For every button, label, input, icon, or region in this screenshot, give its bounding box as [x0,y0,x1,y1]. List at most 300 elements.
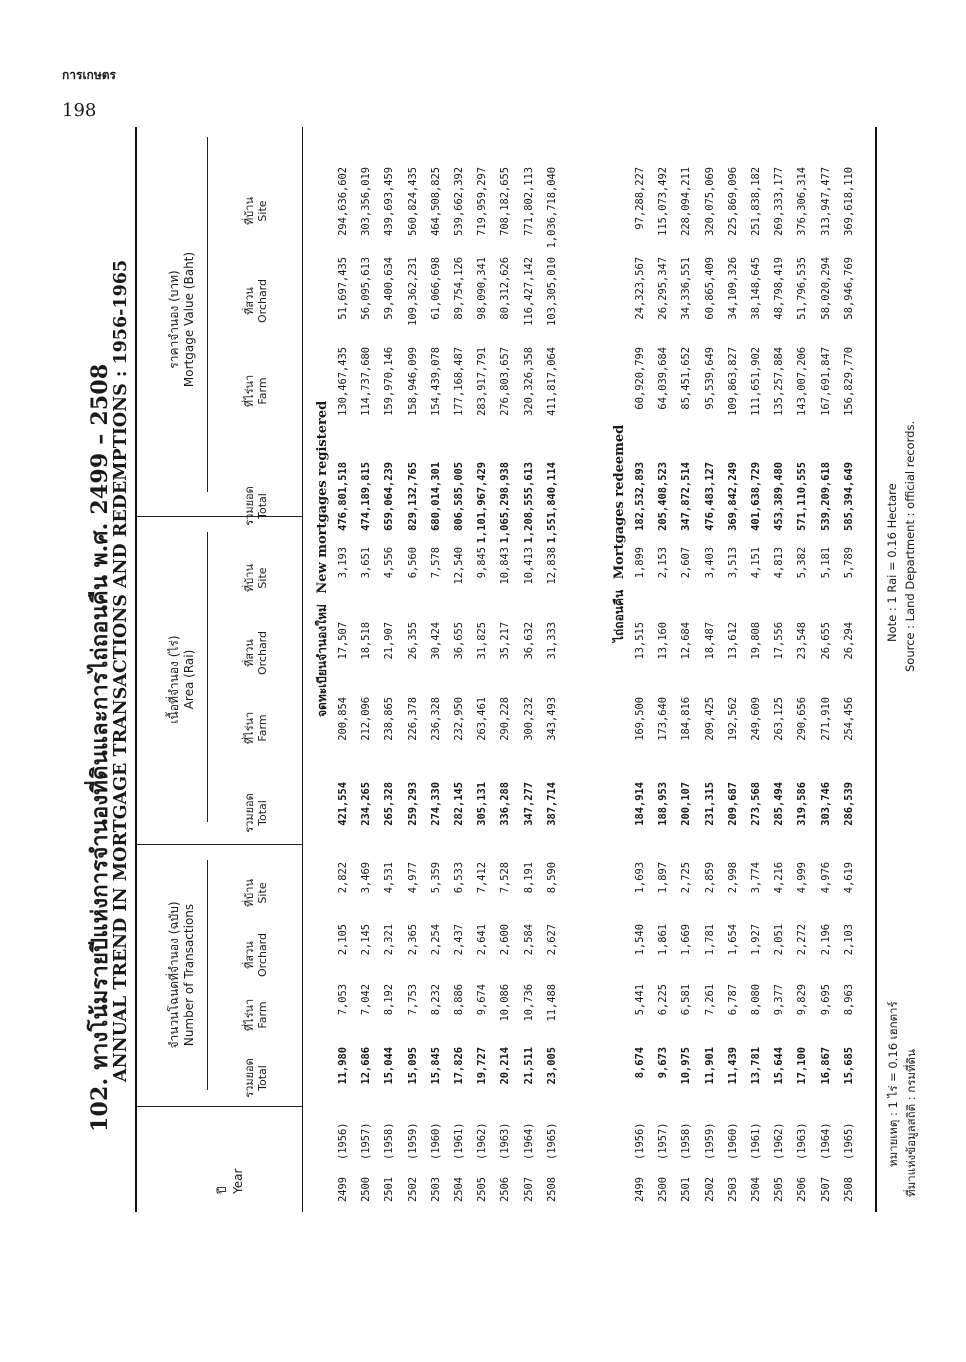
table-cell: 254,456 [842,697,855,741]
column-header-english: Farm [256,714,269,742]
table-cell: 18,487 [703,622,716,660]
table-cell: 369,842,249 [726,462,739,531]
table-cell: 3,469 [360,862,373,894]
table-cell: 2,725 [680,862,693,894]
table-cell: 24,323,567 [634,257,646,320]
year-buddhist-era: 2504 [453,1176,465,1202]
year-gregorian: (1965) [545,1122,558,1160]
year-gregorian: (1961) [750,1122,762,1160]
table-cell: 184,914 [634,782,646,826]
group-rule-area [207,532,208,822]
table-cell: 156,829,770 [842,347,855,416]
column-header-thai: ที่สวน [243,941,256,969]
group-value-english: Mortgage Value (Baht) [182,251,196,388]
table-cell: 319,586 [796,782,809,826]
table-cell: 7,412 [476,862,489,894]
table-cell: 26,655 [819,622,832,660]
year-buddhist-era: 2502 [703,1176,716,1202]
table-cell: 1,208,555,613 [522,462,535,544]
year-buddhist-era: 2507 [522,1176,535,1202]
column-header-thai: ที่บ้าน [243,879,256,907]
column-header-english: Orchard [256,279,269,324]
table-cell: 17,556 [773,622,786,660]
table-cell: 3,193 [337,547,349,579]
table-cell: 2,051 [773,924,786,956]
source-thai: ที่มาแห่งข้อมูลสถิติ : กรมที่ดิน [904,1049,918,1197]
table-cell: 36,632 [522,622,535,660]
table-cell: 282,145 [453,782,465,826]
table-cell: 294,636,602 [337,167,349,236]
table-cell: 231,315 [703,782,716,826]
table-cell: 1,897 [657,862,670,894]
table-cell: 9,845 [476,547,489,579]
table-cell: 7,042 [360,984,373,1016]
table-cell: 806,585,005 [453,462,465,531]
table-cell: 4,976 [819,862,832,894]
year-buddhist-era: 2499 [337,1176,349,1202]
table-cell: 205,408,523 [657,462,670,531]
table-cell: 5,181 [819,547,832,579]
table-cell: 2,153 [657,547,670,579]
table-cell: 12,838 [545,547,558,585]
column-header-thai: รวมยอด [243,1058,256,1098]
table-cell: 283,917,791 [476,347,489,416]
table-cell: 21,907 [383,622,396,660]
table-cell: 8,674 [634,1047,646,1079]
table-cell: 376,306,314 [796,167,809,236]
table-cell: 439,693,459 [383,167,396,236]
table-cell: 103,305,010 [545,257,558,326]
table-cell: 5,441 [634,984,646,1016]
table-cell: 421,554 [337,782,349,826]
column-header-1-1 [243,697,269,759]
year-gregorian: (1964) [522,1122,535,1160]
table-cell: 26,294 [842,622,855,660]
table-cell: 173,640 [657,697,670,741]
year-buddhist-era: 2506 [499,1176,512,1202]
category-label: การเกษตร [62,68,116,82]
group-area-english: Area (Rai) [182,649,196,710]
year-gregorian: (1965) [842,1122,855,1160]
table-cell: 12,540 [453,547,465,585]
table-cell: 2,365 [406,924,419,956]
table-cell: 97,288,227 [634,167,646,230]
column-header-english: Site [256,882,269,904]
table-row [725,0,742,1362]
table-cell: 453,389,480 [773,462,786,531]
table-row [632,0,649,1362]
table-cell: 98,090,341 [476,257,489,320]
table-cell: 18,518 [360,622,373,660]
year-gregorian: (1963) [796,1122,809,1160]
table-cell: 209,425 [703,697,716,741]
table-cell: 15,685 [842,1047,855,1085]
table-cell: 2,859 [703,862,716,894]
table-cell: 143,007,206 [796,347,809,416]
table-cell: 188,953 [657,782,670,826]
table-row [794,0,811,1362]
table-cell: 7,528 [499,862,512,894]
table-cell: 560,824,435 [406,167,419,236]
table-cell: 303,746 [819,782,832,826]
separator-year [137,1106,302,1107]
column-header-thai: รวมยอด [243,486,256,526]
column-header-thai: ที่ไร่นา [243,374,256,408]
table-cell: 1,540 [634,924,646,956]
table-cell: 3,513 [726,547,739,579]
table-cell: 1,861 [657,924,670,956]
table-cell: 8,590 [545,862,558,894]
column-header-english: Farm [256,377,269,405]
table-cell: 109,863,827 [726,347,739,416]
table-cell: 369,618,110 [842,167,855,236]
year-buddhist-era: 2506 [796,1176,809,1202]
column-header-2-2 [243,257,269,345]
table-row [381,0,398,1362]
table-cell: 8,191 [522,862,535,894]
table-cell: 719,959,297 [476,167,489,236]
table-cell: 13,612 [726,622,739,660]
table-cell: 4,619 [842,862,855,894]
table-cell: 8,963 [842,984,855,1016]
table-cell: 2,437 [453,924,465,956]
table-cell: 51,796,535 [796,257,809,320]
table-cell: 1,036,718,040 [545,167,558,249]
table-cell: 9,695 [819,984,832,1016]
table-cell: 10,736 [522,984,535,1022]
year-header-thai: ปี [215,1186,229,1194]
table-cell: 60,865,409 [703,257,716,320]
table-cell: 158,946,099 [406,347,419,416]
table-row [841,0,858,1362]
year-gregorian: (1957) [657,1122,670,1160]
year-gregorian: (1960) [726,1122,739,1160]
table-cell: 303,356,019 [360,167,373,236]
table-cell: 15,644 [773,1047,786,1085]
table-cell: 265,328 [383,782,396,826]
section-header-redeemed [610,425,629,642]
table-cell: 116,427,142 [522,257,535,326]
table-cell: 13,515 [634,622,646,660]
year-buddhist-era: 2508 [545,1176,558,1202]
table-cell: 1,899 [634,547,646,579]
table-cell: 2,600 [499,924,512,956]
table-cell: 271,910 [819,697,832,741]
column-header-0-0 [243,1047,269,1109]
table-cell: 263,461 [476,697,489,741]
year-gregorian: (1956) [634,1122,646,1160]
top-rule [135,127,137,1212]
table-row [748,0,765,1362]
group-rule-value [207,137,208,492]
table-cell: 5,382 [796,547,809,579]
year-gregorian: (1959) [703,1122,716,1160]
table-row [771,0,788,1362]
column-header-english: Farm [256,1001,269,1029]
column-header-english: Total [256,800,269,826]
table-cell: 8,080 [750,984,762,1016]
table-cell: 11,439 [726,1047,739,1085]
year-buddhist-era: 2503 [726,1176,739,1202]
table-cell: 276,803,657 [499,347,512,416]
table-cell: 387,714 [545,782,558,826]
table-cell: 2,822 [337,862,349,894]
table-row [521,0,538,1362]
table-cell: 169,500 [634,697,646,741]
table-cell: 10,843 [499,547,512,585]
table-cell: 16,867 [819,1047,832,1085]
table-cell: 212,096 [360,697,373,741]
group-header-transactions [167,850,197,1100]
table-cell: 226,378 [406,697,419,741]
table-cell: 6,581 [680,984,693,1016]
year-gregorian: (1959) [406,1122,419,1160]
table-cell: 61,066,698 [429,257,442,320]
table-cell: 4,151 [750,547,762,579]
table-cell: 464,508,825 [429,167,442,236]
table-cell: 9,673 [657,1047,670,1079]
column-header-0-3 [243,862,269,924]
table-cell: 6,225 [657,984,670,1016]
table-cell: 234,265 [360,782,373,826]
table-cell: 19,808 [750,622,762,660]
table-cell: 7,578 [429,547,442,579]
table-cell: 114,737,680 [360,347,373,416]
table-cell: 771,802,113 [522,167,535,236]
group-rule-transactions [207,860,208,1090]
table-cell: 130,467,435 [337,347,349,416]
group-header-area [167,522,197,837]
section-new-thai: จดทะเบียนจำนองใหม่ [315,604,329,717]
table-cell: 2,321 [383,924,396,956]
column-header-english: Orchard [256,631,269,676]
table-cell: 286,539 [842,782,855,826]
table-cell: 3,774 [750,862,762,894]
column-header-thai: ที่บ้าน [243,564,256,592]
table-cell: 64,039,684 [657,347,670,410]
table-cell: 8,886 [453,984,465,1016]
table-cell: 249,609 [750,697,762,741]
year-header-english: Year [231,1168,245,1194]
table-cell: 474,189,815 [360,462,373,531]
table-cell: 680,014,301 [429,462,442,531]
table-cell: 60,920,799 [634,347,646,410]
year-gregorian: (1963) [499,1122,512,1160]
table-cell: 1,781 [703,924,716,956]
column-header-2-0 [243,462,269,550]
table-cell: 58,946,769 [842,257,855,320]
table-title-english: ANNUAL TREND IN MORTGAGE TRANSACTIONS AND REDEMPTIONS : 1956-1965 [111,259,131,1082]
separator-area [137,516,302,517]
table-cell: 19,727 [476,1047,489,1085]
table-cell: 17,507 [337,622,349,660]
year-buddhist-era: 2507 [819,1176,832,1202]
group-header-value [167,132,197,507]
table-cell: 89,754,126 [453,257,465,320]
column-header-thai: ที่สวน [243,287,256,315]
column-header-0-2 [243,924,269,986]
section-new-english: New mortgages registered [315,400,330,594]
table-cell: 2,196 [819,924,832,956]
table-cell: 56,095,613 [360,257,373,320]
table-cell: 1,693 [634,862,646,894]
year-buddhist-era: 2503 [429,1176,442,1202]
table-cell: 4,531 [383,862,396,894]
table-row [818,0,835,1362]
note-english: Note : 1 Rai = 0.16 Hectare [885,483,899,642]
column-header-1-3 [243,547,269,609]
table-cell: 263,125 [773,697,786,741]
column-header-thai: ที่ไร่นา [243,711,256,745]
table-cell: 2,145 [360,924,373,956]
year-buddhist-era: 2501 [383,1176,396,1202]
table-cell: 38,148,645 [750,257,762,320]
table-cell: 585,394,649 [842,462,855,531]
year-gregorian: (1964) [819,1122,832,1160]
column-header-2-3 [243,167,269,255]
table-cell: 85,451,652 [680,347,693,410]
table-cell: 1,065,298,938 [499,462,512,544]
table-cell: 31,333 [545,622,558,660]
year-buddhist-era: 2502 [406,1176,419,1202]
table-cell: 347,872,514 [680,462,693,531]
separator-transactions [137,844,302,845]
table-cell: 9,674 [476,984,489,1016]
table-cell: 9,829 [796,984,809,1016]
table-row [497,0,514,1362]
column-header-0-1 [243,984,269,1046]
table-cell: 4,556 [383,547,396,579]
table-cell: 6,533 [453,862,465,894]
section-header-new [313,401,332,717]
table-cell: 48,798,419 [773,257,786,320]
table-cell: 23,005 [545,1047,558,1085]
table-cell: 290,228 [499,697,512,741]
bottom-rule [875,127,877,1212]
table-cell: 1,654 [726,924,739,956]
table-cell: 80,312,626 [499,257,512,320]
table-cell: 11,980 [337,1047,349,1085]
table-cell: 251,838,182 [750,167,762,236]
page-number: 198 [62,100,97,121]
table-cell: 401,638,729 [750,462,762,531]
table-cell: 26,295,347 [657,257,670,320]
table-cell: 115,073,492 [657,167,670,236]
table-cell: 58,020,294 [819,257,832,320]
table-row [474,0,491,1362]
table-cell: 11,901 [703,1047,716,1085]
table-cell: 5,359 [429,862,442,894]
table-title-thai: 102. ทางโน้มรายปีแห่งการจำนองที่ดินและการไถ่ถอนคืน พ.ศ. 2499 – 2508 [87,363,113,1132]
table-cell: 17,826 [453,1047,465,1085]
table-cell: 15,095 [406,1047,419,1085]
table-cell: 4,977 [406,862,419,894]
year-gregorian: (1957) [360,1122,373,1160]
table-cell: 192,562 [726,697,739,741]
column-header-thai: ที่สวน [243,639,256,667]
table-row [335,0,352,1362]
table-cell: 2,641 [476,924,489,956]
table-cell: 182,532,893 [634,462,646,531]
table-cell: 285,494 [773,782,786,826]
table-cell: 571,110,555 [796,462,809,531]
table-row [544,0,561,1362]
group-value-thai: ราคาจำนอง (บาท) [167,270,181,369]
table-row [702,0,719,1362]
year-buddhist-era: 2505 [476,1176,489,1202]
year-buddhist-era: 2504 [750,1176,762,1202]
header-bottom-rule [302,127,303,1212]
column-header-english: Total [256,1065,269,1091]
table-cell: 11,488 [545,984,558,1022]
table-cell: 95,539,649 [703,347,716,410]
table-cell: 111,651,902 [750,347,762,416]
table-cell: 59,400,634 [383,257,396,320]
table-cell: 6,560 [406,547,419,579]
table-cell: 1,101,967,429 [476,462,489,544]
table-cell: 1,669 [680,924,693,956]
table-cell: 13,160 [657,622,670,660]
column-header-1-2 [243,622,269,684]
table-cell: 159,970,146 [383,347,396,416]
table-cell: 109,362,231 [406,257,419,326]
group-transactions-thai: จำนวนโฉนดที่จำนอง (ฉบับ) [167,901,181,1049]
table-cell: 313,947,477 [819,167,832,236]
table-cell: 3,651 [360,547,373,579]
table-cell: 1,927 [750,924,762,956]
table-cell: 7,261 [703,984,716,1016]
table-cell: 35,217 [499,622,512,660]
table-cell: 8,192 [383,984,396,1016]
table-cell: 10,975 [680,1047,693,1085]
column-header-thai: ที่ไร่นา [243,998,256,1032]
table-cell: 2,998 [726,862,739,894]
table-cell: 274,330 [429,782,442,826]
table-cell: 228,094,211 [680,167,693,236]
table-cell: 7,053 [337,984,349,1016]
column-header-1-0 [243,782,269,844]
column-header-thai: ที่บ้าน [243,197,256,225]
table-cell: 23,548 [796,622,809,660]
table-cell: 15,044 [383,1047,396,1085]
table-cell: 10,086 [499,984,512,1022]
table-cell: 6,787 [726,984,739,1016]
table-cell: 2,103 [842,924,855,956]
year-gregorian: (1961) [453,1122,465,1160]
table-cell: 290,656 [796,697,809,741]
table-cell: 51,697,435 [337,257,349,320]
table-row [678,0,695,1362]
column-header-thai: รวมยอด [243,793,256,833]
year-gregorian: (1958) [680,1122,693,1160]
table-cell: 320,326,358 [522,347,535,416]
column-header-english: Site [256,200,269,222]
table-cell: 305,131 [476,782,489,826]
table-cell: 12,684 [680,622,693,660]
table-cell: 4,216 [773,862,786,894]
table-cell: 539,209,618 [819,462,832,531]
table-cell: 343,493 [545,697,558,741]
table-cell: 200,107 [680,782,693,826]
table-cell: 30,424 [429,622,442,660]
year-buddhist-era: 2501 [680,1176,693,1202]
table-cell: 26,355 [406,622,419,660]
table-cell: 2,607 [680,547,693,579]
year-buddhist-era: 2505 [773,1176,786,1202]
table-cell: 9,377 [773,984,786,1016]
column-header-english: Site [256,567,269,589]
table-cell: 336,288 [499,782,512,826]
